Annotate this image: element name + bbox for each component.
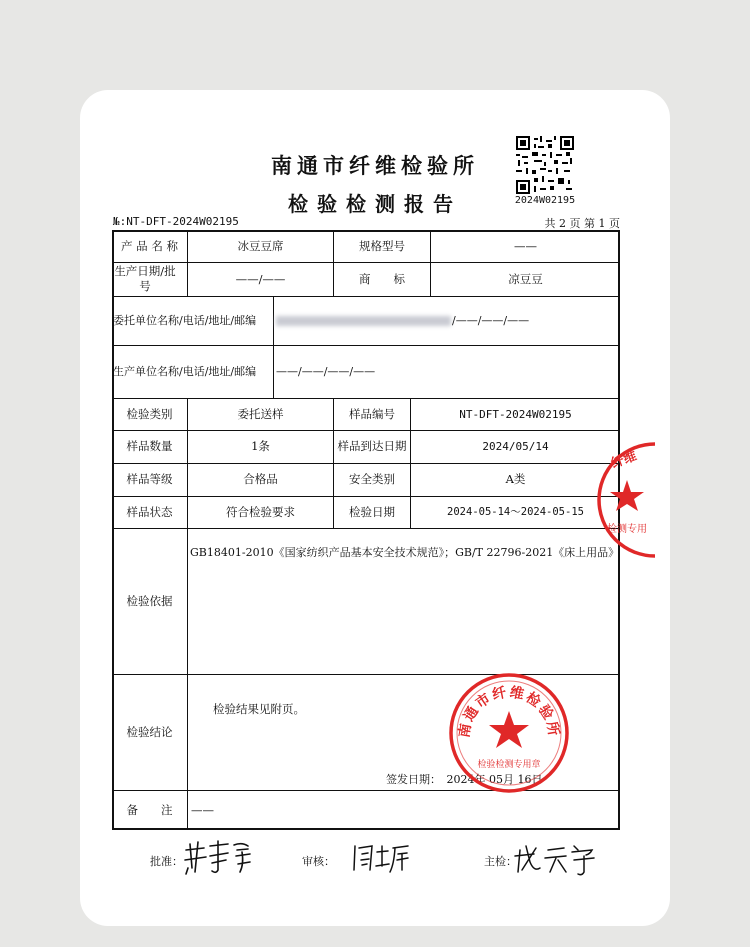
review-label: 审核： (302, 855, 335, 868)
remarks-label: 备 注 (126, 802, 173, 817)
product-name-label: 产 品 名 称 (121, 238, 178, 253)
client-label: 委托单位名称/电话/地址/邮编 (113, 314, 257, 327)
safety-value: A类 (505, 472, 526, 486)
safety-label: 安全类别 (349, 472, 395, 486)
model-label: 规格型号 (359, 238, 405, 253)
brand-value: 凉豆豆 (508, 271, 543, 286)
state-label: 样品状态 (126, 504, 173, 519)
quantity-value: 1条 (251, 439, 270, 453)
qr-code-text: 2024W02195 (514, 195, 576, 206)
conclusion-value: 检验结果见附页。 (213, 702, 305, 716)
page-counter: 共 2 页 第 1 页 (544, 217, 620, 230)
producer-label: 生产单位名称/电话/地址/邮编 (113, 365, 257, 378)
institute-title: 南通市纤维检验所 (271, 154, 479, 178)
product-name-value: 冰豆豆席 (237, 238, 284, 253)
qr-code-icon (516, 136, 574, 194)
basis-value: GB18401-2010《国家纺织产品基本安全技术规范》；GB/T 22796-2021《床上用品》 (190, 546, 620, 559)
approver-signature (182, 838, 254, 876)
report-number: №:NT-DFT-2024W02195 (113, 215, 239, 228)
approve-label: 批准： (150, 855, 183, 868)
state-value: 符合检验要求 (226, 504, 295, 519)
reviewer-signature (350, 840, 412, 874)
sample-no-value: NT-DFT-2024W02195 (459, 407, 572, 421)
issue-date: 签发日期： 2024年 05月 16日 (386, 773, 543, 786)
redacted-client-name (276, 316, 451, 326)
test-date-value: 2024-05-14～2024-05-15 (447, 505, 584, 518)
brand-label: 商 标 (359, 271, 405, 286)
inspector-signature (512, 840, 598, 878)
arrival-label: 样品到达日期 (337, 439, 407, 453)
basis-label: 检验依据 (126, 593, 173, 608)
svg-text:纤维: 纤维 (609, 448, 639, 472)
remarks-value: —— (191, 802, 214, 817)
svg-text:检测专用: 检测专用 (607, 524, 647, 535)
test-type-value: 委托送样 (237, 406, 284, 421)
conclusion-label: 检验结论 (126, 724, 173, 739)
official-seal-icon (447, 671, 571, 795)
producer-value: ——/——/——/—— (276, 365, 376, 378)
sample-no-label: 样品编号 (349, 406, 395, 421)
partial-seal-icon (595, 440, 655, 560)
production-date-label: 生产日期/批号 (114, 264, 176, 293)
model-value: —— (514, 238, 537, 253)
grade-label: 样品等级 (126, 472, 173, 486)
row-divider (112, 528, 620, 529)
report-title: 检验检测报告 (288, 192, 462, 216)
test-type-label: 检验类别 (126, 406, 173, 421)
production-date-value: ——/—— (235, 271, 286, 286)
svg-text:南通市纤维检验所: 南通市纤维检验所 (456, 684, 562, 739)
quantity-label: 样品数量 (126, 439, 173, 453)
grade-value: 合格品 (243, 472, 278, 486)
arrival-value: 2024/05/14 (482, 440, 549, 453)
inspector-label: 主检： (484, 855, 517, 868)
client-value: /——/——/—— (452, 314, 530, 327)
test-date-label: 检验日期 (349, 504, 395, 519)
svg-text:检验检测专用章: 检验检测专用章 (477, 760, 541, 770)
